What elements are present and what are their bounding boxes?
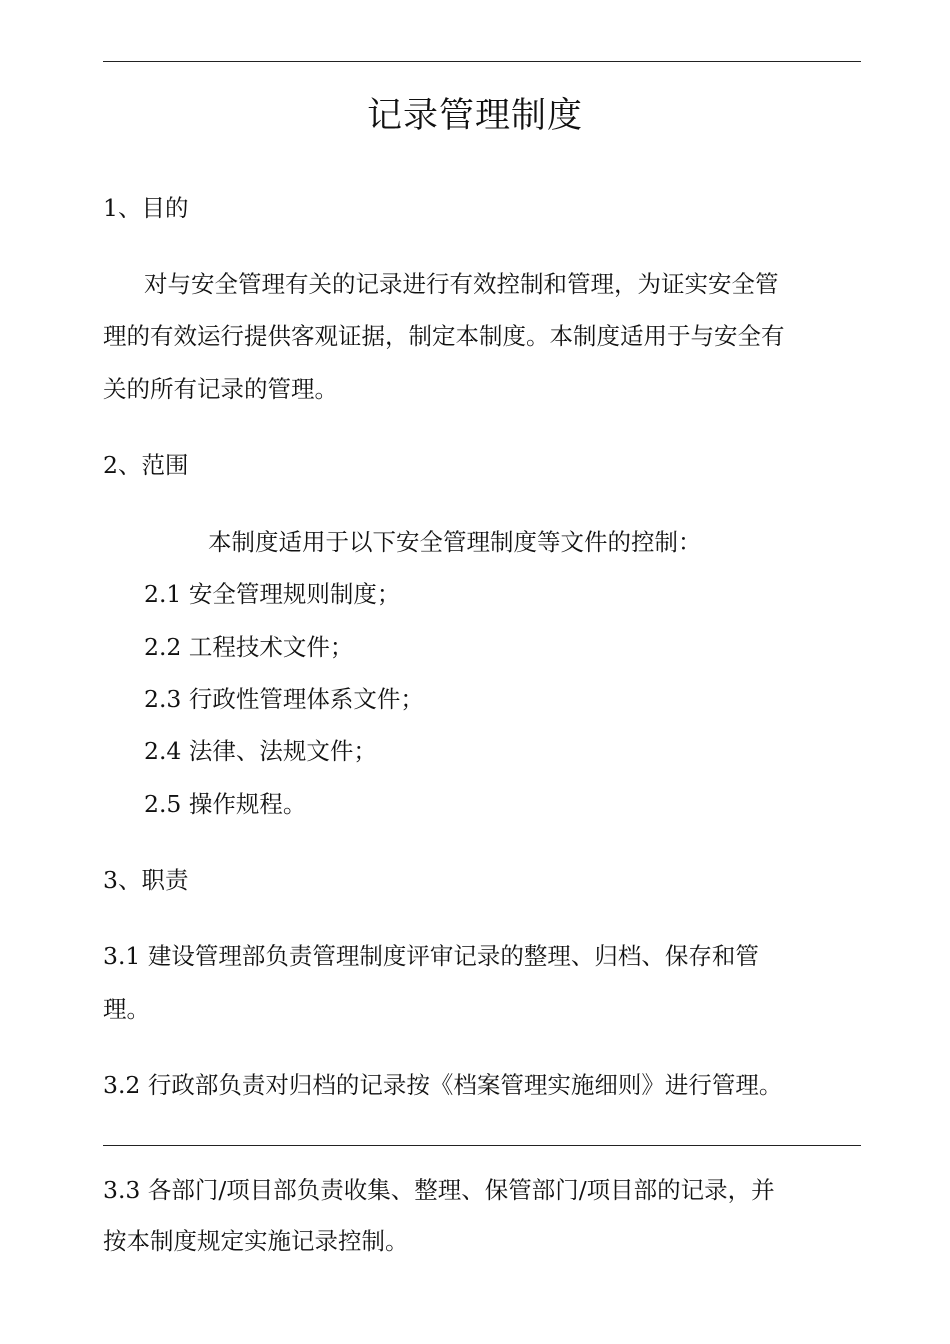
scope-list-item: 2.5 操作规程。 xyxy=(144,790,307,818)
responsibility-item-line: 3.3 各部门/项目部负责收集、整理、保管部门/项目部的记录，并 xyxy=(103,1176,775,1204)
purpose-paragraph-line: 理的有效运行提供客观证据，制定本制度。本制度适用于与安全有 xyxy=(103,322,785,350)
responsibility-item-line: 理。 xyxy=(103,995,150,1023)
scope-intro: 本制度适用于以下安全管理制度等文件的控制： xyxy=(208,528,702,556)
scope-list-item: 2.3 行政性管理体系文件； xyxy=(144,685,424,713)
scope-list-item: 2.2 工程技术文件； xyxy=(144,633,354,661)
document-title: 记录管理制度 xyxy=(366,96,583,136)
scope-list-item: 2.1 安全管理规则制度； xyxy=(144,580,401,608)
section-heading-responsibilities: 3、职责 xyxy=(103,866,189,894)
section-heading-scope: 2、范围 xyxy=(103,451,189,479)
purpose-paragraph-line: 关的所有记录的管理。 xyxy=(103,375,338,403)
responsibility-item-line: 按本制度规定实施记录控制。 xyxy=(103,1227,409,1255)
section-heading-purpose: 1、目的 xyxy=(103,194,189,222)
page-break-divider xyxy=(103,1145,861,1146)
purpose-paragraph-line: 对与安全管理有关的记录进行有效控制和管理，为证实安全管 xyxy=(144,270,779,298)
responsibility-item-line: 3.2 行政部负责对归档的记录按《档案管理实施细则》进行管理。 xyxy=(103,1071,783,1099)
responsibility-item-line: 3.1 建设管理部负责管理制度评审记录的整理、归档、保存和管 xyxy=(103,942,759,970)
top-divider xyxy=(103,61,861,62)
scope-list-item: 2.4 法律、法规文件； xyxy=(144,737,377,765)
